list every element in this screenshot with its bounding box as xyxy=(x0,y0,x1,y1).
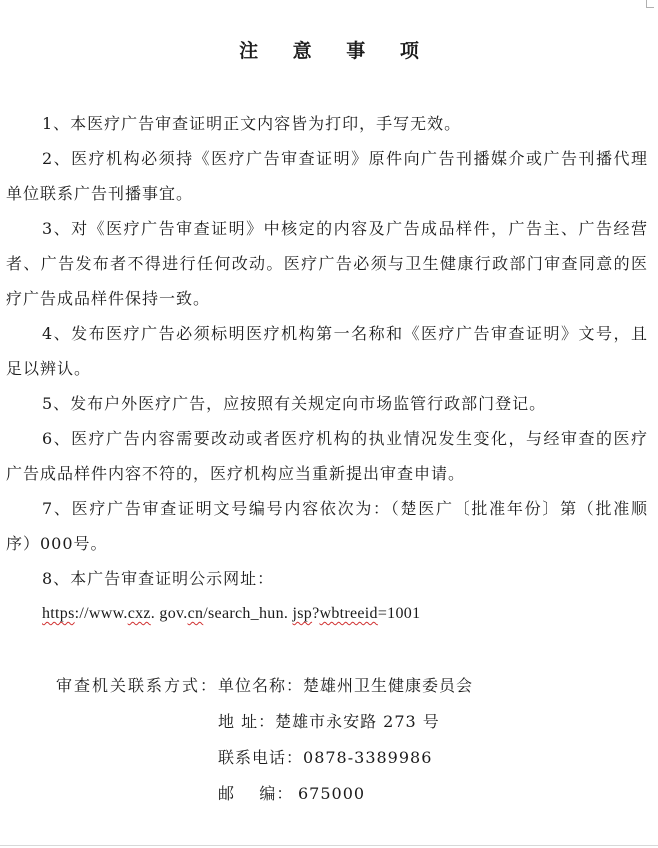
address-value: 楚雄市永安路 273 号 xyxy=(275,712,440,731)
notice-item-3: 3、对《医疗广告审查证明》中核定的内容及广告成品样件，广告主、广告经营者、广告发布者不得进行任何改动。医疗广告必须与卫生健康行政部门审查同意的医疗广告成品样件保持一致。 xyxy=(6,219,648,308)
address-label: 地 址： xyxy=(218,712,276,731)
notice-item-1: 1、本医疗广告审查证明正文内容皆为打印，手写无效。 xyxy=(42,114,462,133)
contact-lead: 审查机关联系方式： xyxy=(56,676,219,695)
page-corner-mark xyxy=(646,0,654,8)
url-gov: . gov. xyxy=(150,605,188,622)
url-ext: jsp xyxy=(292,605,313,622)
notice-item-5: 5、发布户外医疗广告，应按照有关规定向市场监管行政部门登记。 xyxy=(42,394,547,413)
phone-label: 联系电话： xyxy=(218,748,304,767)
url-domain: cxz xyxy=(127,605,151,622)
url-tld: cn xyxy=(187,605,204,622)
notice-item-2: 2、医疗机构必须持《医疗广告审查证明》原件向广告刊播媒介或广告刊播代理单位联系广告刊播事宜。 xyxy=(6,149,648,203)
page-title: 注 意 事 项 xyxy=(239,40,433,62)
unit-label: 单位名称： xyxy=(218,676,304,695)
contact-row-address xyxy=(56,704,473,740)
url-param: wbtreeid xyxy=(319,605,378,622)
contact-row-phone xyxy=(56,740,473,776)
notice-item-7: 7、医疗广告审查证明文号编号内容依次为：（楚医广〔批准年份〕第（批准顺序）000号。 xyxy=(6,499,648,553)
notice-body xyxy=(6,106,648,631)
postal-label: 邮 编： xyxy=(218,784,294,803)
url-prefix: ://www. xyxy=(74,605,128,622)
contact-info xyxy=(56,668,473,812)
public-url[interactable] xyxy=(6,596,648,631)
notice-item-8: 8、本广告审查证明公示网址： xyxy=(42,569,275,588)
notice-item-6: 6、医疗广告内容需要改动或者医疗机构的执业情况发生变化，与经审查的医疗广告成品样件内容不符的，医疗机构应当重新提出审查申请。 xyxy=(6,429,648,483)
unit-value: 楚雄州卫生健康委员会 xyxy=(303,676,474,695)
contact-row-unit xyxy=(56,668,473,704)
phone-value: 0878-3389986 xyxy=(303,748,433,767)
contact-row-postal xyxy=(56,776,473,812)
url-param-value: =1001 xyxy=(377,605,421,622)
postal-value: 675000 xyxy=(298,784,366,803)
page-bottom-rule xyxy=(0,845,658,846)
url-query-mark: ? xyxy=(312,605,320,622)
url-scheme: https xyxy=(42,605,75,622)
url-path: /search_hun. xyxy=(203,605,293,622)
notice-item-4: 4、发布医疗广告必须标明医疗机构第一名称和《医疗广告审查证明》文号，且足以辨认。 xyxy=(6,324,648,378)
